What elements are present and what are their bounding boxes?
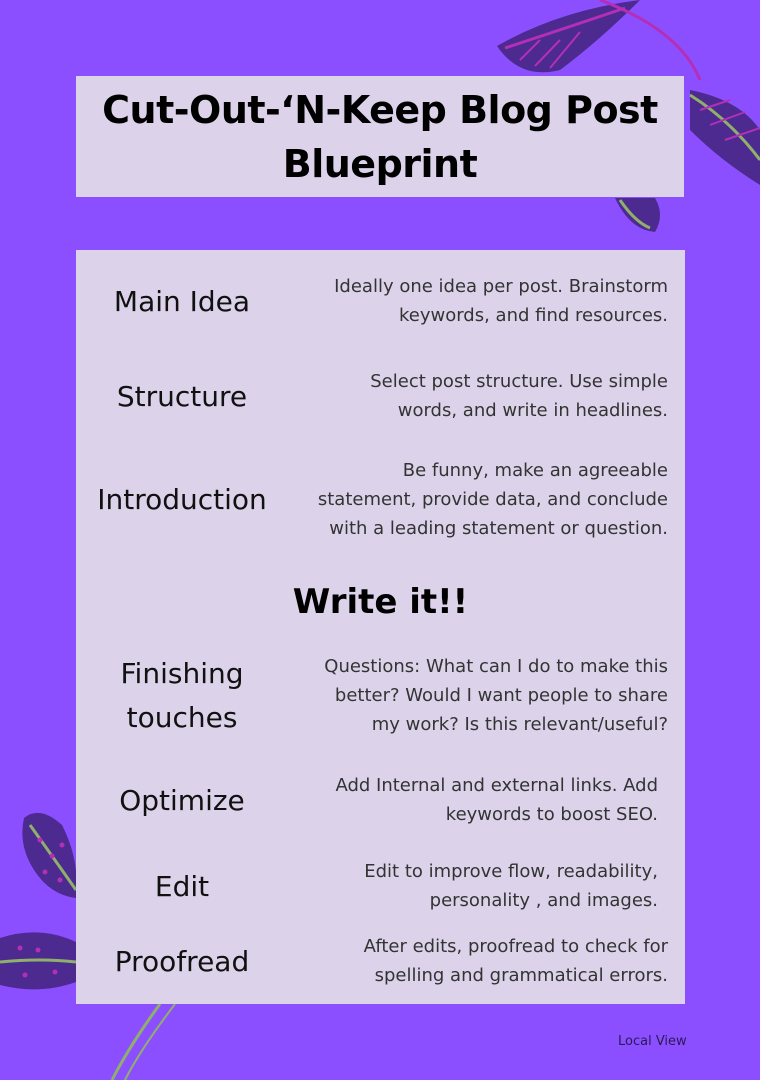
step-label: Introduction bbox=[97, 483, 267, 516]
step-description: Be funny, make an agreeable statement, provide data, and conclude with a leading statement or question. bbox=[317, 460, 668, 539]
step-label: Optimize bbox=[119, 784, 245, 817]
step-label: Main Idea bbox=[113, 285, 251, 318]
step-description: Select post structure. Use simple words, and write in headlines. bbox=[370, 371, 668, 421]
step-label: Edit bbox=[154, 870, 210, 903]
step-label: Proofread bbox=[114, 945, 250, 978]
step-description: Edit to improve flow, readability, personality , and images. bbox=[364, 861, 658, 911]
step-description: Ideally one idea per post. Brainstorm keywords, and find resources. bbox=[334, 276, 668, 326]
blueprint-panel bbox=[76, 250, 685, 1004]
footer-credit: Local View bbox=[618, 1034, 687, 1049]
page-title-line-1: Cut-Out-‘N-Keep Blog Post bbox=[102, 87, 658, 132]
leaf-left-lower bbox=[0, 932, 76, 989]
step-description: Add Internal and external links. Add keywords to boost SEO. bbox=[335, 775, 658, 825]
step-description: Questions: What can I do to make this better? Would I want people to share my work? Is this relevant/useful? bbox=[324, 656, 668, 735]
title-card bbox=[76, 76, 684, 197]
stem-bottom bbox=[112, 1004, 175, 1080]
write-it-heading: Write it!! bbox=[292, 582, 469, 622]
step-label: Structure bbox=[116, 380, 248, 413]
step-label: Finishing touches bbox=[120, 657, 244, 734]
step-description: After edits, proofread to check for spelling and grammatical errors. bbox=[363, 936, 668, 986]
leaf-left-upper bbox=[22, 813, 76, 898]
page-title-line-2: Blueprint bbox=[282, 141, 478, 186]
